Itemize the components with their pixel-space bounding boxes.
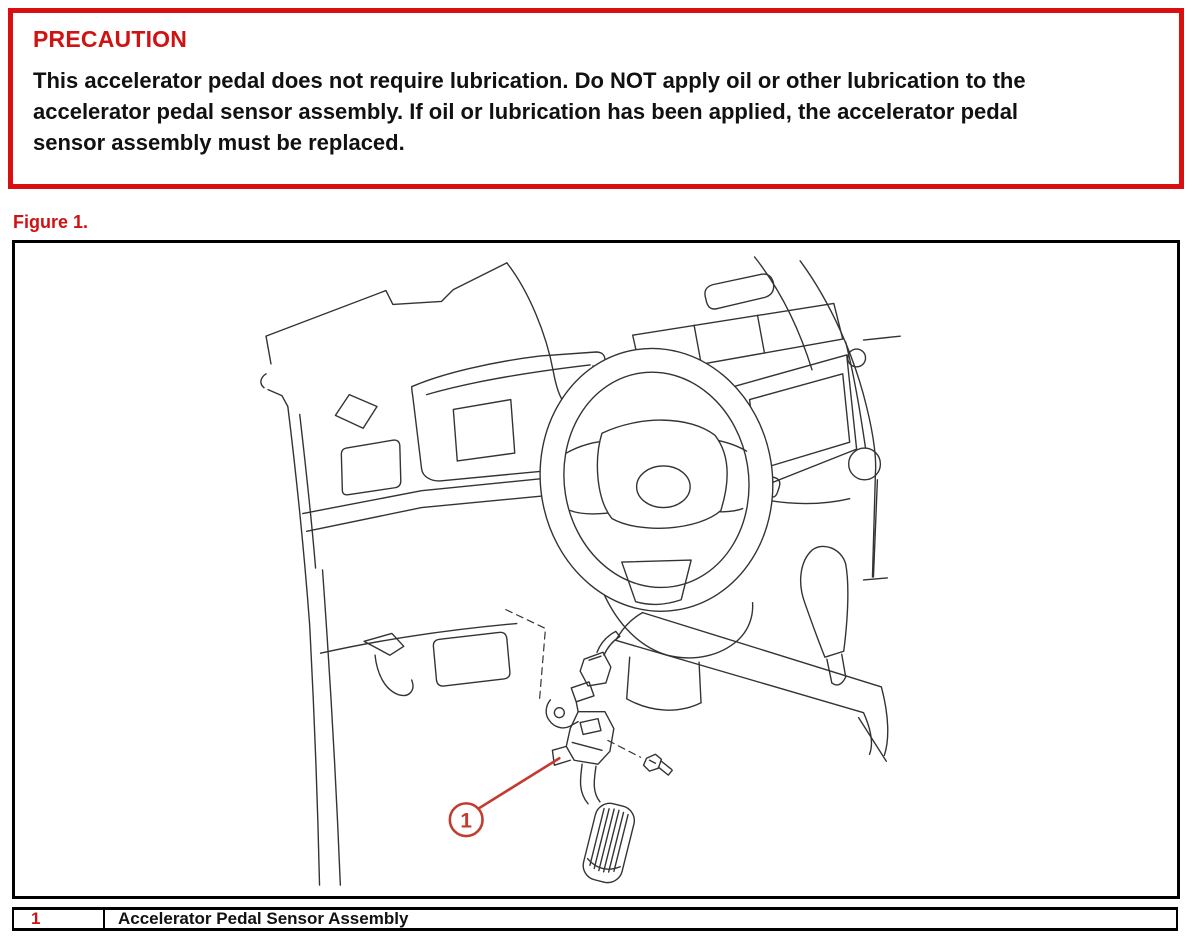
figure-frame [12,240,1180,899]
precaution-title: PRECAUTION [33,26,188,52]
legend-value-cell: Accelerator Pedal Sensor Assembly [118,909,409,928]
precaution-body-text: This accelerator pedal does not require lubrication. Do NOT apply oil or other lubrication to the accelerator pedal sensor assembly. If oil or lubrication has been applied, the accelerator pedal sensor assembly must be replaced. [33,68,1026,155]
console-tunnel [616,613,888,762]
sensor-body [566,712,614,765]
legend-key-cell: 1 [14,910,105,928]
callout-leader-line [478,758,559,809]
legend-table [12,907,1178,931]
callout-1 [450,758,559,836]
left-pillar-and-door [261,336,401,885]
mount-hole [554,708,564,718]
vehicle-interior-illustration [15,243,1177,896]
knee-panel [303,477,561,696]
mounting-bolt [644,754,673,775]
accelerator-pedal-assembly [546,631,672,885]
callout-number: 1 [460,809,472,833]
figure-caption: Figure 1. [13,212,89,232]
precaution-box [8,8,1184,189]
pedal-pad [580,800,637,886]
